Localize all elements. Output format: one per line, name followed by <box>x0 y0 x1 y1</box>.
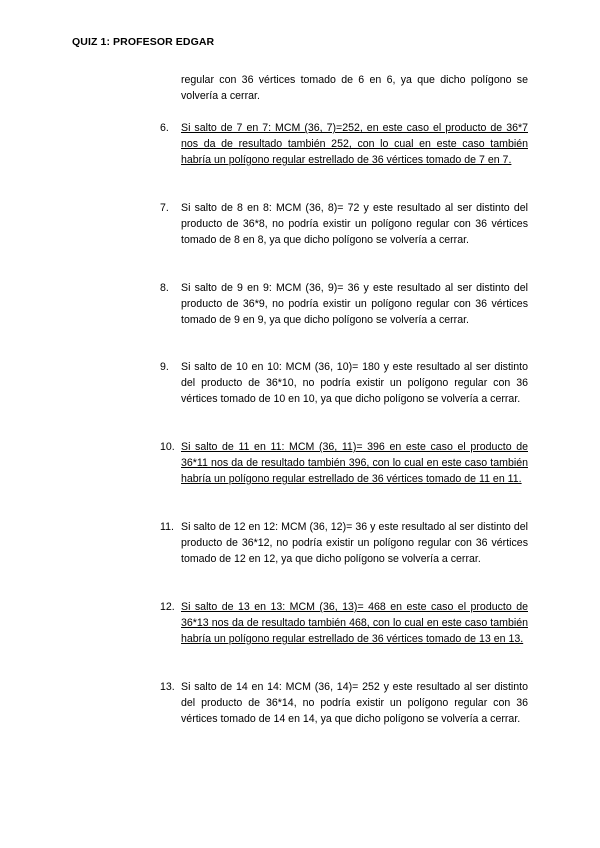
list-item-8 <box>160 280 528 328</box>
list-item-11 <box>160 519 528 567</box>
item-number: 6. <box>160 122 169 134</box>
item-text: Si salto de 12 en 12: MCM (36, 12)= 36 y este resultado al ser distinto del producto de 36*12, no podría existir un polígono regular con 36 vértices tomado de 12 en 12, ya que dicho polígono se volvería a cerrar. <box>181 521 528 565</box>
continuation-paragraph: regular con 36 vértices tomado de 6 en 6, ya que dicho polígono se volvería a cerrar. <box>181 74 528 102</box>
item-number: 9. <box>160 361 169 373</box>
item-text: Si salto de 10 en 10: MCM (36, 10)= 180 y este resultado al ser distinto del producto de 36*10, no podría existir un polígono regular con 36 vértices tomado de 10 en 10, ya que dicho polígono se volvería a cerrar. <box>181 361 528 405</box>
item-number: 7. <box>160 202 169 214</box>
item-text: Si salto de 8 en 8: MCM (36, 8)= 72 y este resultado al ser distinto del producto de 36*8, no podría existir un polígono regular con 36 vértices tomado de 8 en 8, ya que dicho polígono se volvería a cerrar. <box>181 202 528 246</box>
item-text: Si salto de 13 en 13: MCM (36, 13)= 468 en este caso el producto de 36*13 nos da de resultado también 468, con lo cual en este caso también habría un polígono regular estrellado de 36 vértices tomado de 13 en 13. <box>181 601 528 645</box>
list-item-12 <box>160 599 528 647</box>
item-text: Si salto de 7 en 7: MCM (36, 7)=252, en este caso el producto de 36*7 nos da de resultado también 252, con lo cual en este caso también habría un polígono regular estrellado de 36 vértices tomado de 7 en 7. <box>181 122 528 166</box>
list-item-6 <box>160 120 528 168</box>
item-number: 13. <box>160 681 175 693</box>
list-item-10 <box>160 439 528 487</box>
item-text: Si salto de 11 en 11: MCM (36, 11)= 396 en este caso el producto de 36*11 nos da de resultado también 396, con lo cual en este caso también habría un polígono regular estrellado de 36 vértices tomado de 11 en 11. <box>181 441 528 485</box>
item-number: 10. <box>160 441 175 453</box>
item-number: 12. <box>160 601 175 613</box>
item-text: Si salto de 9 en 9: MCM (36, 9)= 36 y este resultado al ser distinto del producto de 36*9, no podría existir un polígono regular con 36 vértices tomado de 9 en 9, ya que dicho polígono se volvería a cerrar. <box>181 282 528 326</box>
list-item-9 <box>160 359 528 407</box>
list-item-13 <box>160 679 528 727</box>
item-text: Si salto de 14 en 14: MCM (36, 14)= 252 y este resultado al ser distinto del producto de 36*14, no podría existir un polígono regular con 36 vértices tomado de 14 en 14, ya que dicho polígono se volvería a cerrar. <box>181 681 528 725</box>
list-item-7 <box>160 200 528 248</box>
item-number: 11. <box>160 521 174 533</box>
item-number: 8. <box>160 282 169 294</box>
page-header: QUIZ 1: PROFESOR EDGAR <box>72 36 215 48</box>
